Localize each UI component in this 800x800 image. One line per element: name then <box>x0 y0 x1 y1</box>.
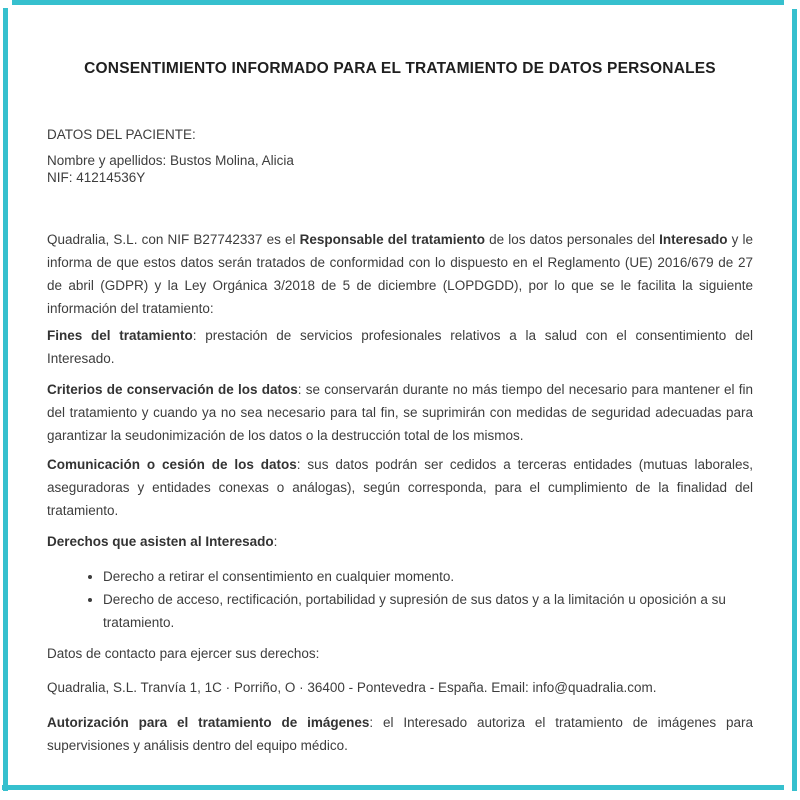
consent-document <box>47 0 753 757</box>
patient-name-line: Nombre y apellidos: Bustos Molina, Alicia <box>47 152 294 168</box>
paragraph-intro <box>47 228 753 320</box>
derechos-label: Derechos que asisten al Interesado <box>47 533 274 549</box>
autorizacion-text: : el Interesado autoriza el tratamiento de imágenes para supervisiones y análisis dentro del equipo médico. <box>47 714 753 753</box>
patient-data-block <box>47 152 753 187</box>
comunicacion-text: : sus datos podrán ser cedidos a terceras entidades (mutuas laborales, aseguradoras y entidades conexas o análogas), según corresponda, para el cumplimiento de la finalidad del tratamiento. <box>47 456 753 518</box>
comunicacion-label: Comunicación o cesión de los datos <box>47 456 297 472</box>
criterios-text: : se conservarán durante no más tiempo del necesario para mantener el fin del tratamiento y cuando ya no sea necesario para tal fin, se suprimirán con medidas de seguridad adecuadas para garantizar la seudonimización de los datos o la destrucción total de los mismos. <box>47 381 753 443</box>
derechos-colon: : <box>273 533 278 549</box>
frame-border-bottom <box>2 785 784 790</box>
autorizacion-label: Autorización para el tratamiento de imágenes <box>47 714 370 730</box>
intro-bold-responsable: Responsable del tratamiento <box>299 231 485 247</box>
intro-bold-interesado: Interesado <box>659 231 728 247</box>
patient-nif-line: NIF: 41214536Y <box>47 170 146 185</box>
frame-border-right <box>792 9 797 791</box>
paragraph-fines <box>47 324 753 370</box>
contact-intro-line: Datos de contacto para ejercer sus derechos: <box>47 645 320 661</box>
fines-text: : prestación de servicios profesionales relativos a la salud con el consentimiento del Interesado. <box>47 327 753 366</box>
frame-border-left <box>3 8 8 791</box>
intro-text-1: Quadralia, S.L. con NIF B27742337 es el <box>47 231 300 247</box>
page-title: CONSENTIMIENTO INFORMADO PARA EL TRATAMIENTO DE DATOS PERSONALES <box>84 60 716 77</box>
criterios-label: Criterios de conservación de los datos <box>47 381 298 397</box>
contact-address-line: Quadralia, S.L. Tranvía 1, 1C · Porriño, O · 36400 - Pontevedra - España. Email: info@quadralia.com. <box>47 679 657 695</box>
paragraph-comunicacion <box>47 453 753 522</box>
rights-list <box>47 565 753 634</box>
paragraph-derechos <box>47 530 753 553</box>
fines-label: Fines del tratamiento <box>47 327 193 343</box>
paragraph-autorizacion <box>47 711 753 757</box>
intro-text-2: de los datos personales del <box>484 231 660 247</box>
list-item-right-access: • Derecho de acceso, rectificación, portabilidad y supresión de sus datos y a la limitación u oposición a su tratamiento. <box>103 588 753 634</box>
patient-section-label: DATOS DEL PACIENTE: <box>47 127 196 142</box>
list-item-right-withdraw: • Derecho a retirar el consentimiento en cualquier momento. <box>103 565 753 588</box>
paragraph-criterios <box>47 378 753 447</box>
intro-text-3: y le informa de que estos datos serán tratados de conformidad con lo dispuesto en el Reglamento (UE) 2016/679 de 27 de abril (GDPR) y la Ley Orgánica 3/2018 de 5 de diciembre (LOPDGDD), por lo que se le facilita la siguiente información del tratamiento: <box>47 231 753 316</box>
